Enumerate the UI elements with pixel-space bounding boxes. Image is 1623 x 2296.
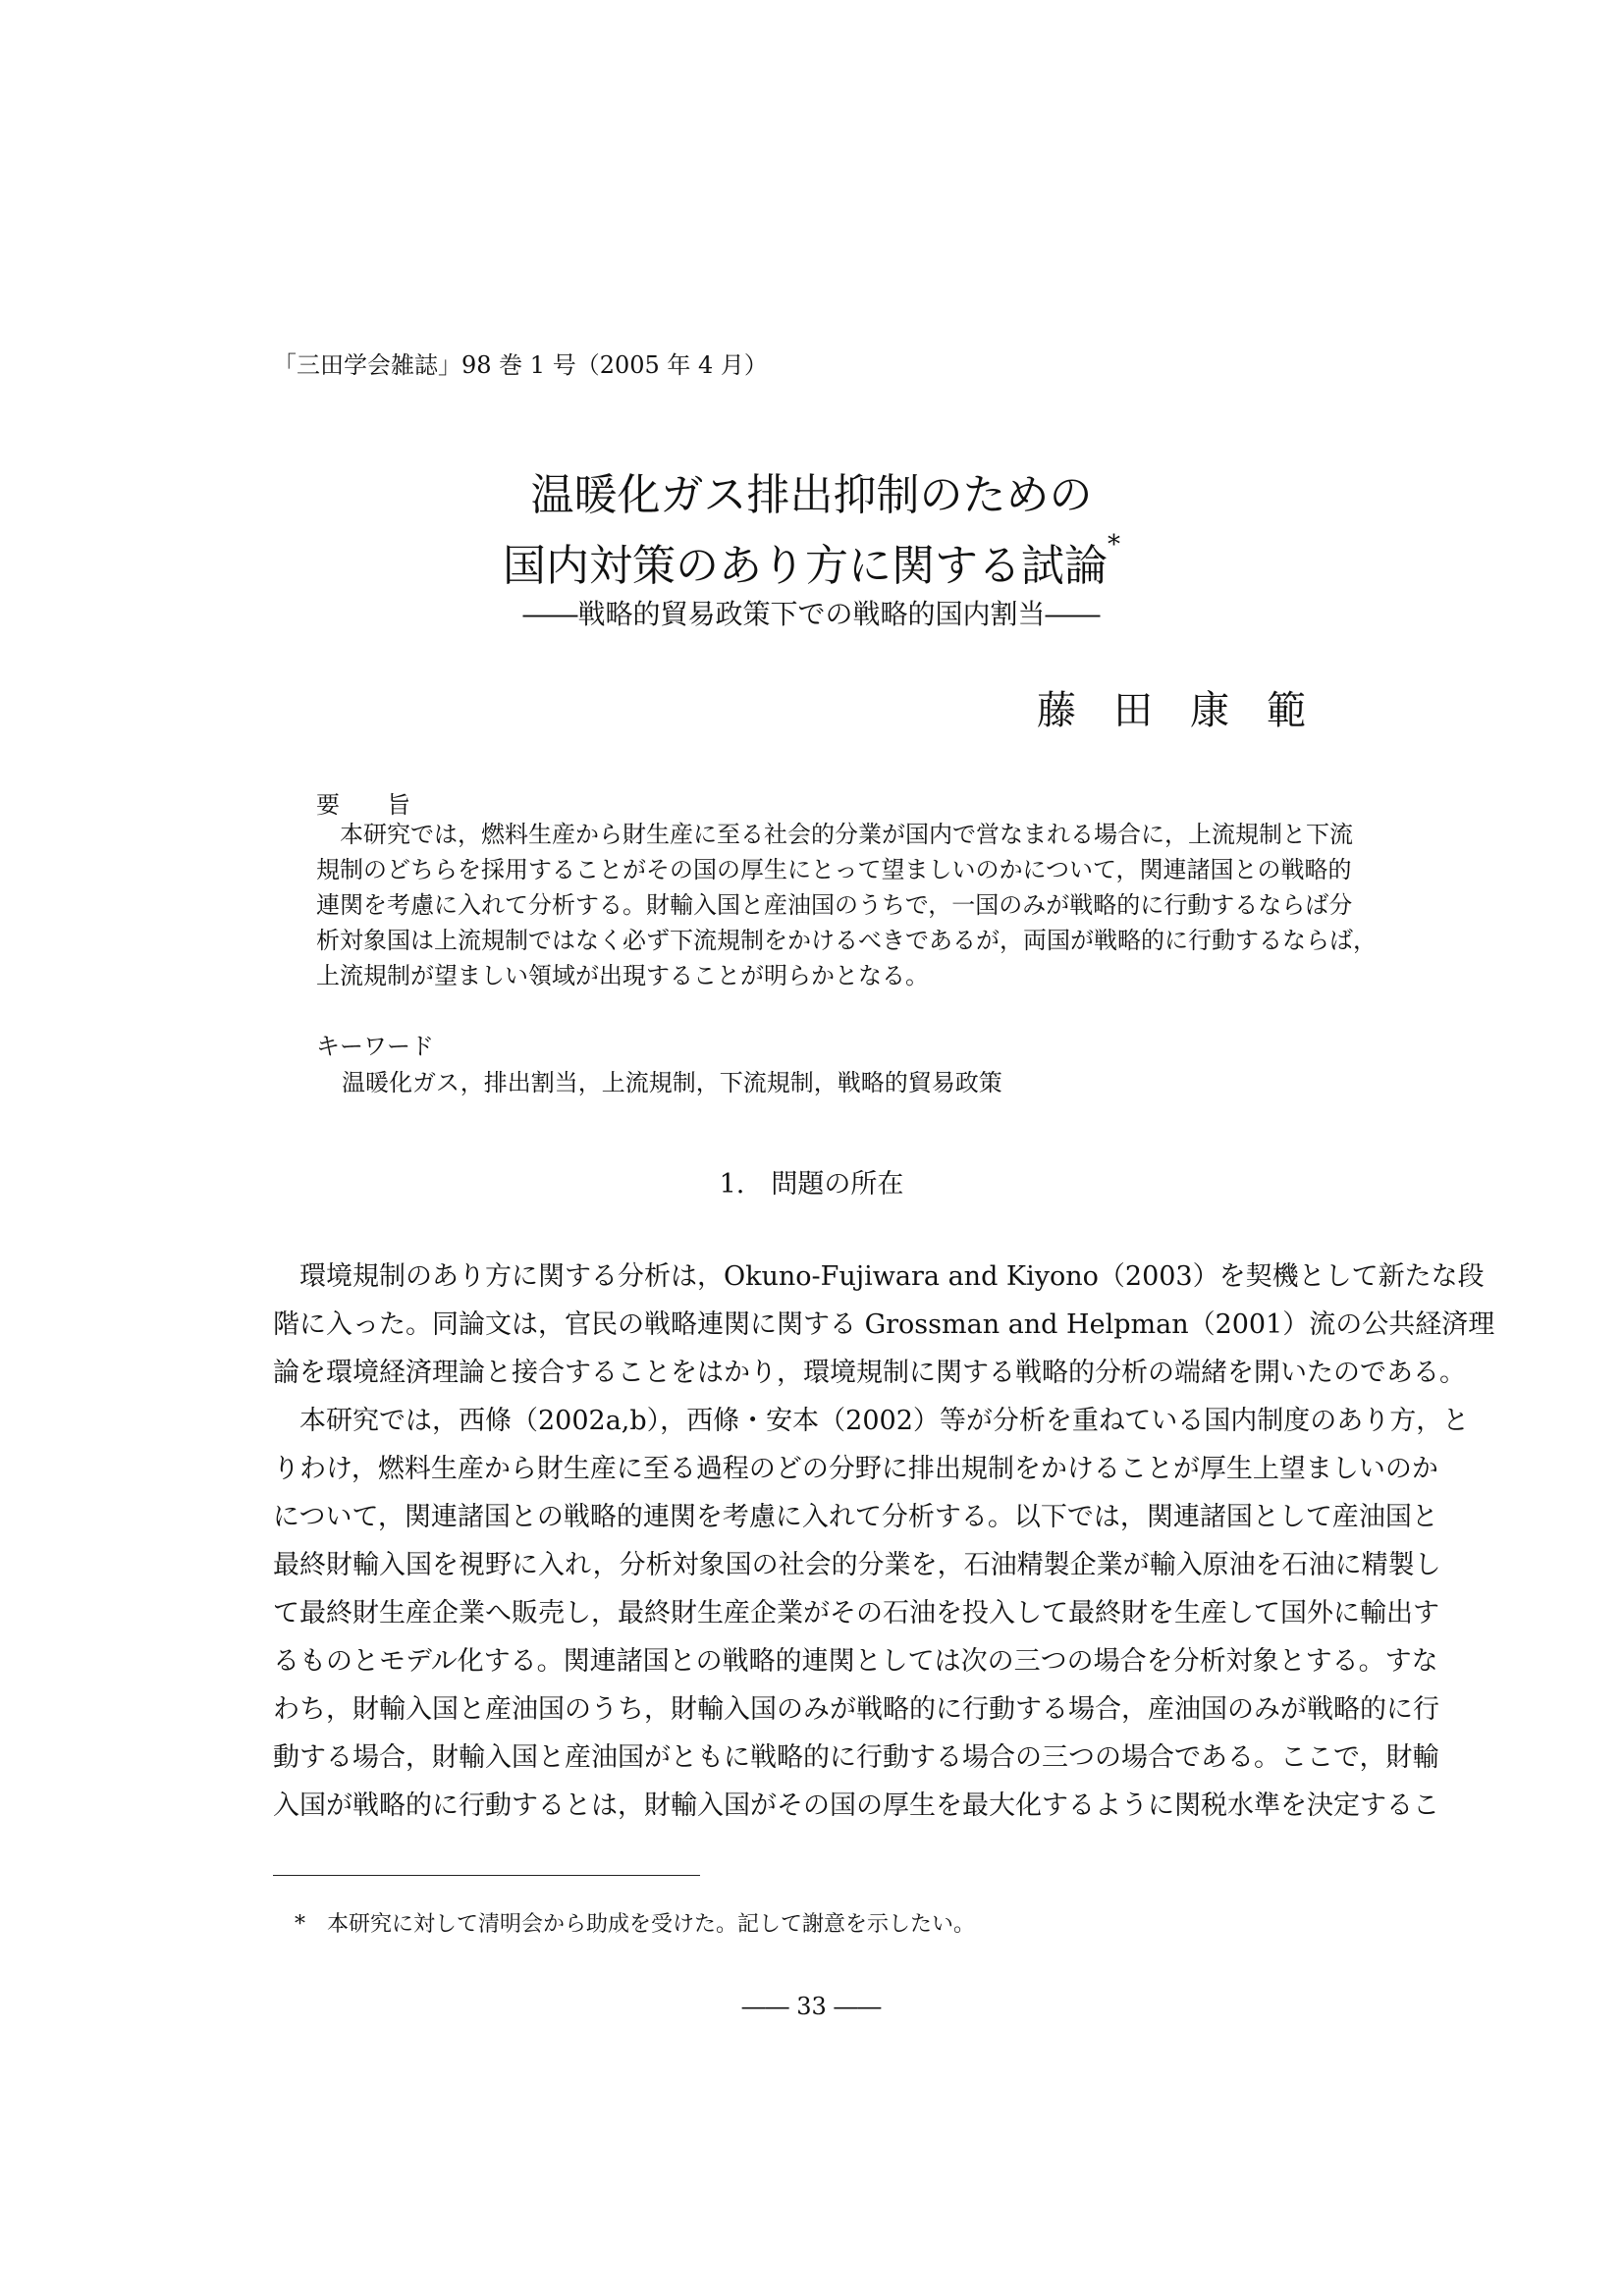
abstract-line: 規制のどちらを採用することがその国の厚生にとって望ましいのかについて，関連諸国との戦略的 [316, 856, 1352, 883]
body-line: について，関連諸国との戦略的連関を考慮に入れて分析する。以下では，関連諸国として産油国と [273, 1502, 1438, 1532]
body-line: 階に入った。同論文は，官民の戦略連関に関する Grossman and Helpman（2001）流の公共経済理 [273, 1309, 1495, 1340]
title-line-2 [0, 530, 1623, 593]
abstract [316, 817, 1377, 993]
keywords-label: キーワード [316, 1033, 434, 1060]
body-line: わち，財輸入国と産油国のうち，財輸入国のみが戦略的に行動する場合，産油国のみが戦略的に行 [273, 1694, 1439, 1725]
page-number: ―― 33 ―― [741, 1993, 882, 2020]
body-line: 論を環境経済理論と接合することをはかり，環境規制に関する戦略的分析の端緒を開いたのである。 [273, 1358, 1466, 1388]
abstract-line: 本研究では，燃料生産から財生産に至る社会的分業が国内で営なまれる場合に，上流規制と下流 [340, 821, 1353, 848]
abstract-line: 連関を考慮に入れて分析する。財輸入国と産油国のうちで，一国のみが戦略的に行動するならば分 [316, 891, 1353, 919]
title-line-2-text: 国内対策のあり方に関する試論 [503, 541, 1108, 591]
footnote: * 本研究に対して清明会から助成を受けた。記して謝意を示したい。 [295, 1912, 976, 1937]
footnote-divider [273, 1875, 700, 1876]
abstract-line: 上流規制が望ましい領域が出現することが明らかとなる。 [316, 962, 929, 989]
author-name: 藤田康範 [1037, 688, 1343, 733]
body-line: 最終財輸入国を視野に入れ，分析対象国の社会的分業を，石油精製企業が輸入原油を石油に精製し [273, 1550, 1441, 1580]
body-text [273, 1253, 1495, 1830]
body-line: 入国が戦略的に行動するとは，財輸入国がその国の厚生を最大化するように関税水準を決定するこ [273, 1790, 1439, 1821]
title-footnote-mark: * [1108, 530, 1120, 560]
title-line-1: 温暖化ガス排出抑制のための [530, 470, 1093, 520]
body-line: るものとモデル化する。関連諸国との戦略的連関としては次の三つの場合を分析対象とする。すな [273, 1646, 1438, 1677]
journal-header: 「三田学会雑誌」98 巻 1 号（2005 年 4 月） [273, 351, 768, 379]
abstract-line: 析対象国は上流規制ではなく必ず下流規制をかけるべきであるが，両国が戦略的に行動するならば， [316, 927, 1377, 954]
section-heading: 1. 問題の所在 [719, 1169, 904, 1200]
body-line: て最終財生産企業へ販売し，最終財生産企業がその石油を投入して最終財を生産して国外に輸出す [273, 1598, 1439, 1629]
body-line: りわけ，燃料生産から財生産に至る過程のどの分野に排出規制をかけることが厚生上望ましいのか [273, 1454, 1438, 1484]
abstract-label: 要 旨 [316, 791, 410, 819]
keywords-text: 温暖化ガス，排出割当，上流規制，下流規制，戦略的貿易政策 [342, 1069, 1002, 1096]
body-line: 環境規制のあり方に関する分析は，Okuno-Fujiwara and Kiyono（2003）を契機として新たな段 [299, 1261, 1485, 1292]
body-line: 本研究では，西條（2002a,b），西條・安本（2002）等が分析を重ねている国内制度のあり方，と [299, 1406, 1470, 1436]
subtitle: ――戦略的貿易政策下での戦略的国内割当―― [522, 598, 1101, 630]
body-line: 動する場合，財輸入国と産油国がともに戦略的に行動する場合の三つの場合である。ここで，財輸 [273, 1742, 1439, 1773]
